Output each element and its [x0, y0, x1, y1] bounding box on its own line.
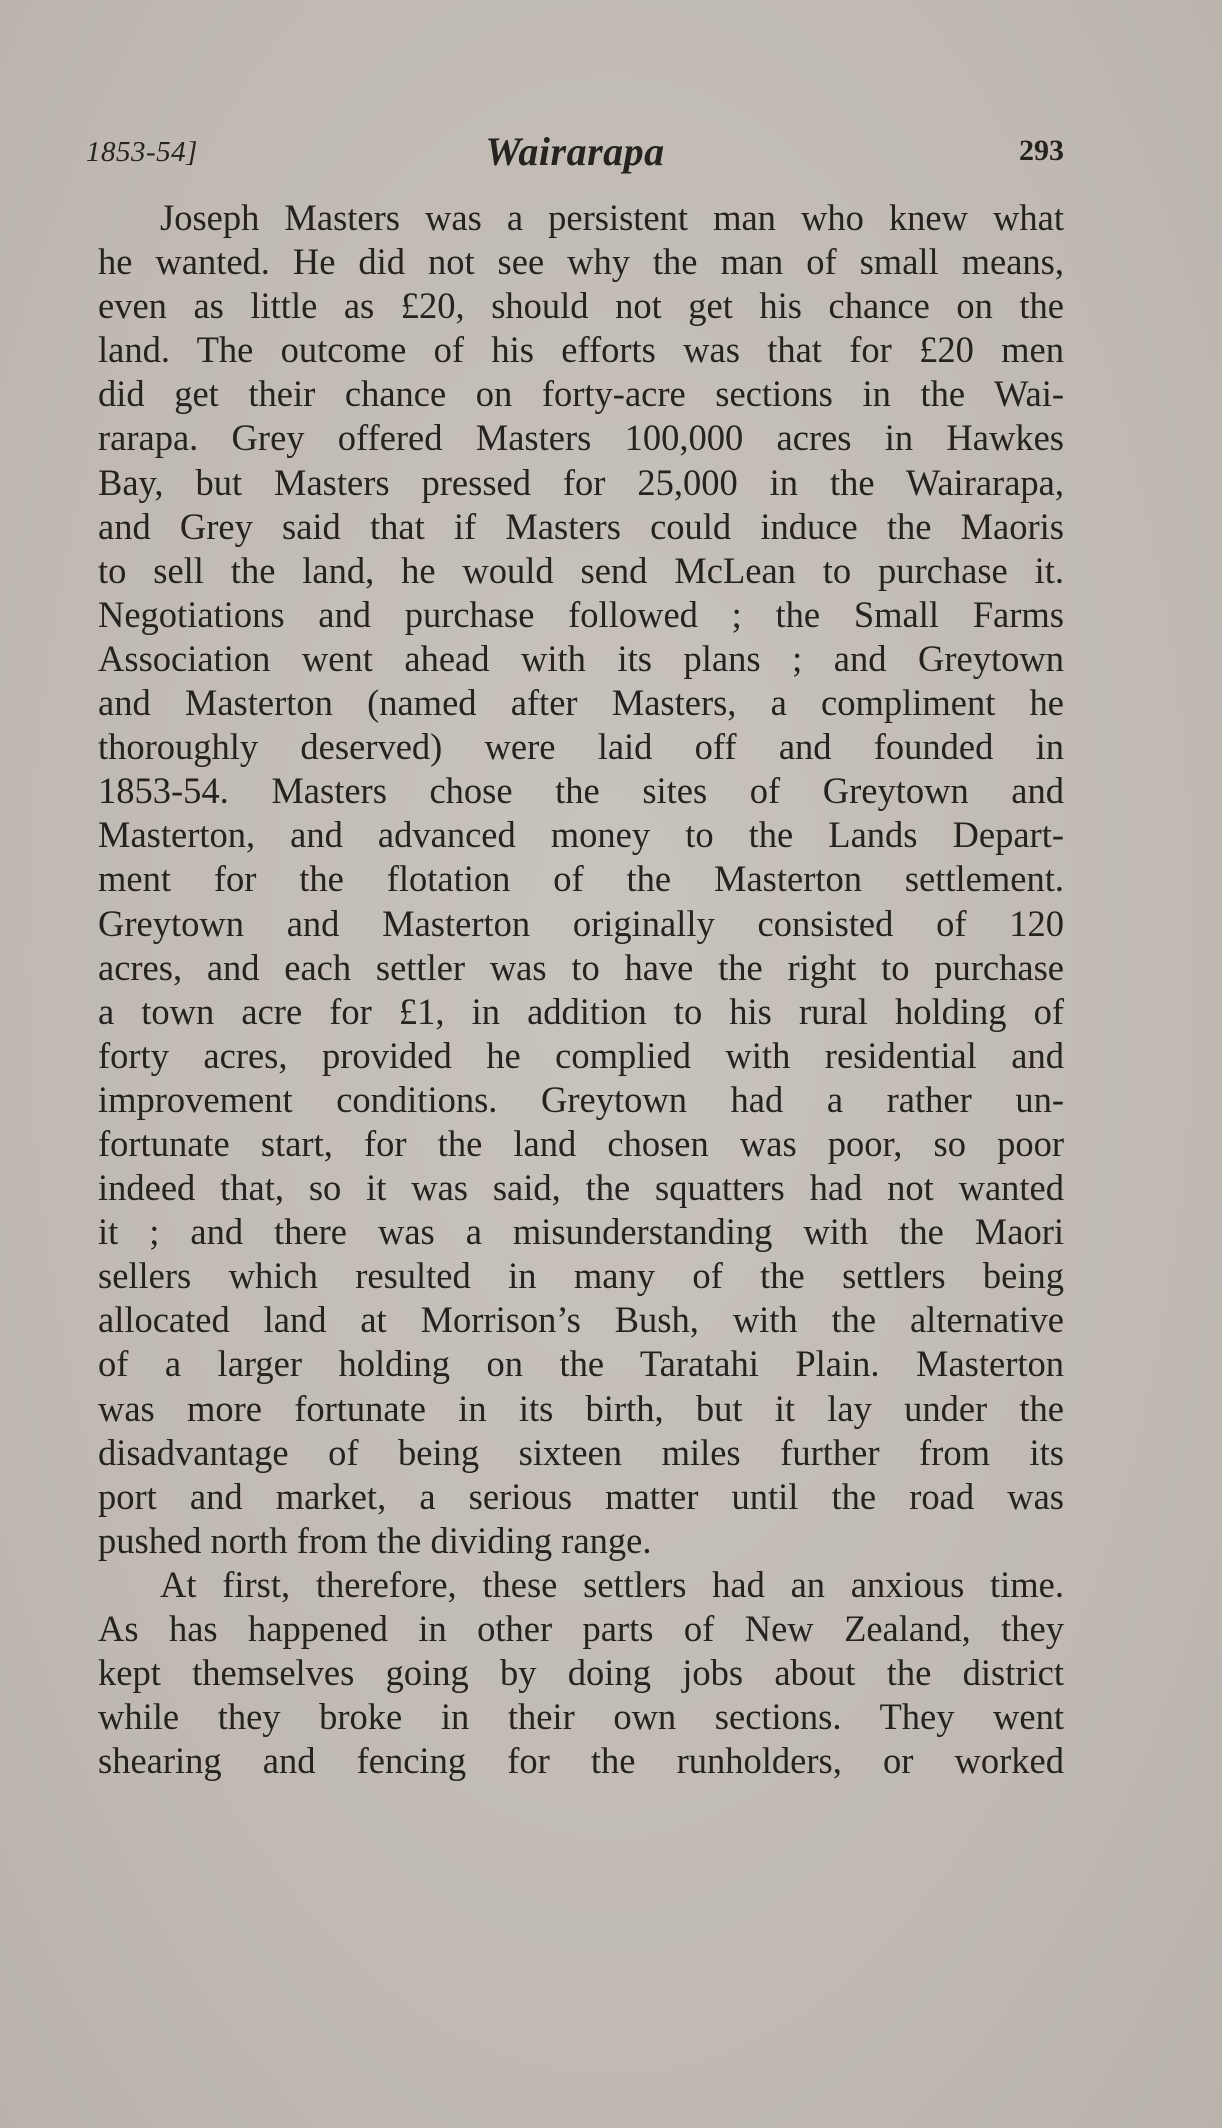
text-line: was more fortunate in its birth, but it lay under the — [98, 1387, 1064, 1429]
text-line: As has happened in other parts of New Zealand, they — [98, 1608, 1064, 1649]
text-line: ment for the flotation of the Masterton settlement. — [98, 858, 1064, 900]
text-line: fortunate start, for the land chosen was poor, so poor — [98, 1122, 1064, 1164]
text-line: thoroughly deserved) were laid off and founded in — [98, 726, 1064, 768]
text-line: At first, therefore, these settlers had an anxious time. — [160, 1563, 1064, 1605]
text-line: port and market, a serious matter until the road was — [98, 1475, 1064, 1517]
text-line: it ; and there was a misunderstanding with the Maori — [98, 1211, 1064, 1253]
text-line: kept themselves going by doing jobs about the district — [98, 1652, 1064, 1694]
text-line: allocated land at Morrison’s Bush, with the alternative — [98, 1299, 1064, 1341]
body-text — [98, 196, 1064, 1783]
text-line: forty acres, provided he complied with residential and — [98, 1034, 1064, 1076]
text-line: of a larger holding on the Taratahi Plain. Masterton — [98, 1343, 1064, 1385]
running-head-date-range: 1853-54] — [86, 136, 198, 168]
page-number: 293 — [1019, 134, 1064, 167]
text-line: and Grey said that if Masters could induce the Maoris — [98, 505, 1064, 547]
text-line: improvement conditions. Greytown had a rather un- — [98, 1078, 1064, 1120]
text-line: and Masterton (named after Masters, a compliment he — [98, 682, 1064, 724]
text-line: he wanted. He did not see why the man of small means, — [98, 241, 1064, 283]
text-line: Masterton, and advanced money to the Lands Depart- — [98, 814, 1064, 856]
text-line: Bay, but Masters pressed for 25,000 in the Wairarapa, — [98, 461, 1064, 503]
running-head — [86, 128, 1064, 178]
text-line: Greytown and Masterton originally consisted of 120 — [98, 902, 1064, 944]
text-line: to sell the land, he would send McLean to purchase it. — [98, 549, 1064, 591]
text-line: indeed that, so it was said, the squatters had not wanted — [98, 1167, 1064, 1209]
text-line: acres, and each settler was to have the right to purchase — [98, 946, 1064, 988]
text-line: while they broke in their own sections. They went — [98, 1696, 1064, 1738]
text-line: 1853-54. Masters chose the sites of Greytown and — [98, 770, 1064, 812]
text-line: Negotiations and purchase followed ; the Small Farms — [98, 593, 1064, 635]
text-line: land. The outcome of his efforts was that for £20 men — [98, 329, 1064, 371]
text-line: Association went ahead with its plans ; and Greytown — [98, 637, 1064, 679]
text-line: did get their chance on forty-acre sections in the Wai- — [98, 373, 1064, 415]
text-line: rarapa. Grey offered Masters 100,000 acres in Hawkes — [98, 417, 1064, 459]
text-line: disadvantage of being sixteen miles further from its — [98, 1431, 1064, 1473]
text-line: even as little as £20, should not get his chance on the — [98, 285, 1064, 327]
text-line: shearing and fencing for the runholders, or worked — [98, 1740, 1064, 1782]
text-line: sellers which resulted in many of the settlers being — [98, 1255, 1064, 1297]
text-line: Joseph Masters was a persistent man who knew what — [160, 197, 1064, 238]
text-line: pushed north from the dividing range. — [98, 1519, 652, 1561]
text-line: a town acre for £1, in addition to his rural holding of — [98, 990, 1064, 1032]
running-head-title: Wairarapa — [485, 129, 665, 174]
